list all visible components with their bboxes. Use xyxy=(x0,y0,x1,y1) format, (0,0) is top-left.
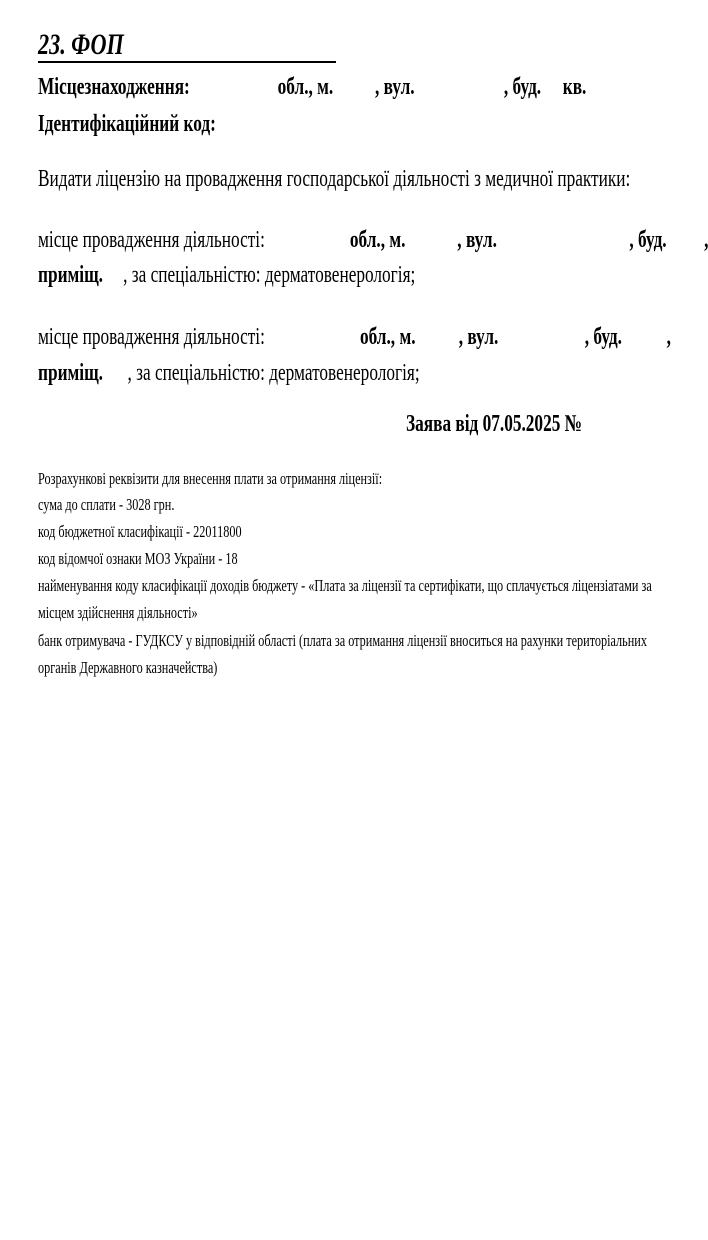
place-2-specialty: , за спеціальністю: дерматовенерологія; xyxy=(127,360,420,386)
place-2-line-2 xyxy=(38,360,420,387)
place-1-bud: , буд. xyxy=(629,227,667,253)
place-1-premises: приміщ. xyxy=(38,262,104,288)
place-1-line-1 xyxy=(38,227,708,254)
entry-title: 23. ФОП xyxy=(38,28,124,61)
place-1-comma: , xyxy=(704,227,708,253)
payment-heading: Розрахункові реквізити для внесення плати за отримання ліцензії: xyxy=(38,469,383,488)
request-text: Видати ліцензію на провадження господарської діяльності з медичної практики: xyxy=(38,166,631,192)
place-2-obl: обл., м. xyxy=(359,324,416,350)
location-obl: обл., м. xyxy=(277,74,334,100)
place-2-label: місце провадження діяльності: xyxy=(38,324,265,350)
location-bud: , буд. xyxy=(503,74,542,100)
title-underline xyxy=(38,61,336,63)
place-1-specialty: , за спеціальністю: дерматовенерологія; xyxy=(123,262,416,288)
location-label: Місцезнаходження: xyxy=(38,74,190,100)
place-2-premises: приміщ. xyxy=(38,360,104,386)
id-code-label: Ідентифікаційний код: xyxy=(38,111,216,137)
place-1-line-2 xyxy=(38,262,415,289)
location-line xyxy=(38,74,586,101)
payment-bank-line-2: органів Державного казначейства) xyxy=(38,658,218,677)
payment-budget-code: код бюджетної класифікації - 22011800 xyxy=(38,522,242,541)
location-street: , вул. xyxy=(375,74,415,100)
place-2-street: , вул. xyxy=(458,324,499,350)
payment-income-name-line-2: місцем здійснення діяльності» xyxy=(38,603,198,622)
application-text: Заява від 07.05.2025 № xyxy=(406,411,583,437)
place-1-obl: обл., м. xyxy=(349,227,406,253)
payment-income-name-line-1: найменування коду класифікації доходів бюджету - «Плата за ліцензії та сертифікати, що сплачується ліцензіатами за xyxy=(38,576,652,595)
location-kv: кв. xyxy=(562,74,587,100)
payment-amount: сума до сплати - 3028 грн. xyxy=(38,495,175,514)
payment-bank-line-1: банк отримувача - ГУДКСУ у відповідній області (плата за отримання ліцензії вноситься на рахунки територіальних xyxy=(38,631,647,650)
place-1-label: місце провадження діяльності: xyxy=(38,227,265,253)
payment-ministry-code: код відомчої ознаки МОЗ України - 18 xyxy=(38,549,238,568)
place-2-line-1 xyxy=(38,324,671,351)
place-2-bud: , буд. xyxy=(584,324,622,350)
place-2-comma: , xyxy=(666,324,671,350)
place-1-street: , вул. xyxy=(457,227,497,253)
